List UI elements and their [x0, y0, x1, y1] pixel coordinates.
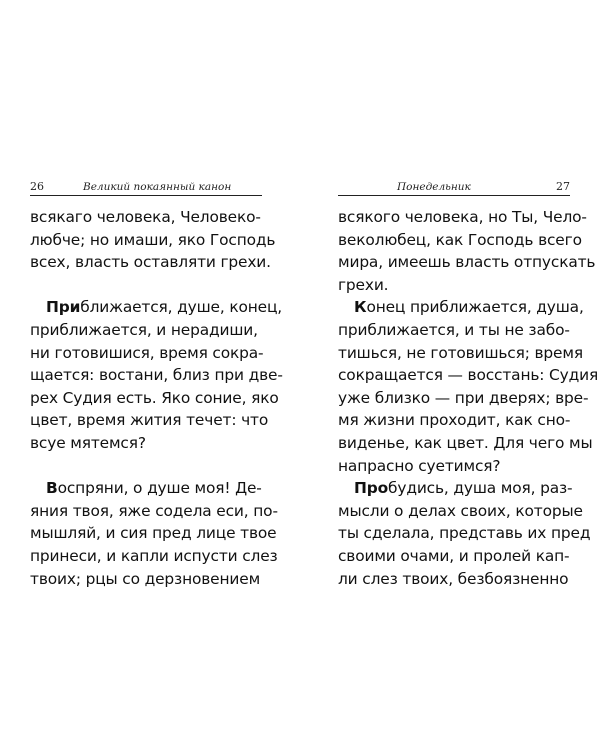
text-line: мира, имеешь власть отпускать: [338, 253, 596, 272]
paragraph-gap: [30, 455, 270, 478]
text-line: Конец приближается, душа,: [354, 298, 584, 317]
left-page-number: 26: [30, 180, 44, 193]
text-line: всуе мятемся?: [30, 433, 146, 452]
text-line: напрасно суетимся?: [338, 456, 501, 475]
text-line: тишься, не готовишься; время: [338, 343, 583, 362]
paragraph-initial: В: [46, 479, 58, 498]
text-line: яния твоя, яже содела еси, по-: [30, 501, 278, 520]
text-line: Пробудись, душа моя, раз-: [354, 479, 573, 498]
text-line: уже близко — при дверях; вре-: [338, 388, 589, 407]
text-line: всякаго человека, Человеко-: [30, 208, 261, 226]
right-paragraph-3: [338, 477, 591, 590]
text-line: Воспряни, о душе моя! Де-: [46, 479, 262, 498]
text-line: Приближается, душе, конец,: [46, 298, 283, 317]
text-line: виденье, как цвет. Для чего мы: [338, 433, 593, 452]
text-line: любче; но имаши, яко Господь: [30, 230, 276, 249]
paragraph-initial: При: [46, 298, 81, 317]
text-line: ты сделала, представь их пред: [338, 524, 591, 543]
paragraph-initial: Про: [354, 479, 389, 498]
paragraph-initial: К: [354, 298, 367, 317]
text-line: рех Судия есть. Яко соние, яко: [30, 388, 279, 407]
text-line: ни готовишися, время сокра-: [30, 343, 264, 362]
text-line: своими очами, и пролей кап-: [338, 546, 570, 565]
left-header-rule: [30, 195, 262, 196]
right-body-text: [338, 206, 599, 590]
left-paragraph-3: [30, 477, 278, 590]
left-body-text: [30, 206, 283, 590]
right-page-header: [338, 180, 570, 194]
right-page-number: 27: [556, 180, 570, 193]
text-line: веколюбец, как Господь всего: [338, 230, 582, 249]
left-running-title: Великий покаянный канон: [83, 181, 232, 193]
text-line: грехи.: [338, 275, 389, 294]
left-page-header: [30, 180, 262, 194]
text-line: сокращается — восстань: Судия: [338, 366, 599, 385]
right-paragraph-1: [338, 206, 596, 296]
right-paragraph-2: [338, 296, 599, 477]
right-running-title: Понедельник: [397, 181, 471, 193]
text-line: приближается, и ты не забо-: [338, 320, 570, 339]
left-paragraph-2: [30, 296, 283, 454]
text-line: всех, власть оставляти грехи.: [30, 253, 271, 272]
text-line: щается: востани, близ при две-: [30, 366, 283, 385]
right-header-rule: [338, 195, 570, 196]
text-line: приближается, и нерадиши,: [30, 320, 258, 339]
left-paragraph-1: [30, 206, 276, 274]
text-line: цвет, время жития течет: что: [30, 411, 269, 430]
paragraph-gap: [30, 274, 270, 297]
text-line: ли слез твоих, безбоязненно: [338, 569, 569, 588]
right-page: [300, 0, 600, 750]
text-line: мысли о делах своих, которые: [338, 501, 583, 520]
text-line: твоих; рцы со дерзновением: [30, 569, 261, 588]
text-line: всякого человека, но Ты, Чело-: [338, 208, 587, 226]
text-line: принеси, и капли испусти слез: [30, 546, 278, 565]
text-line: мя жизни проходит, как сно-: [338, 411, 571, 430]
text-line: мышляй, и сия пред лице твое: [30, 524, 277, 543]
